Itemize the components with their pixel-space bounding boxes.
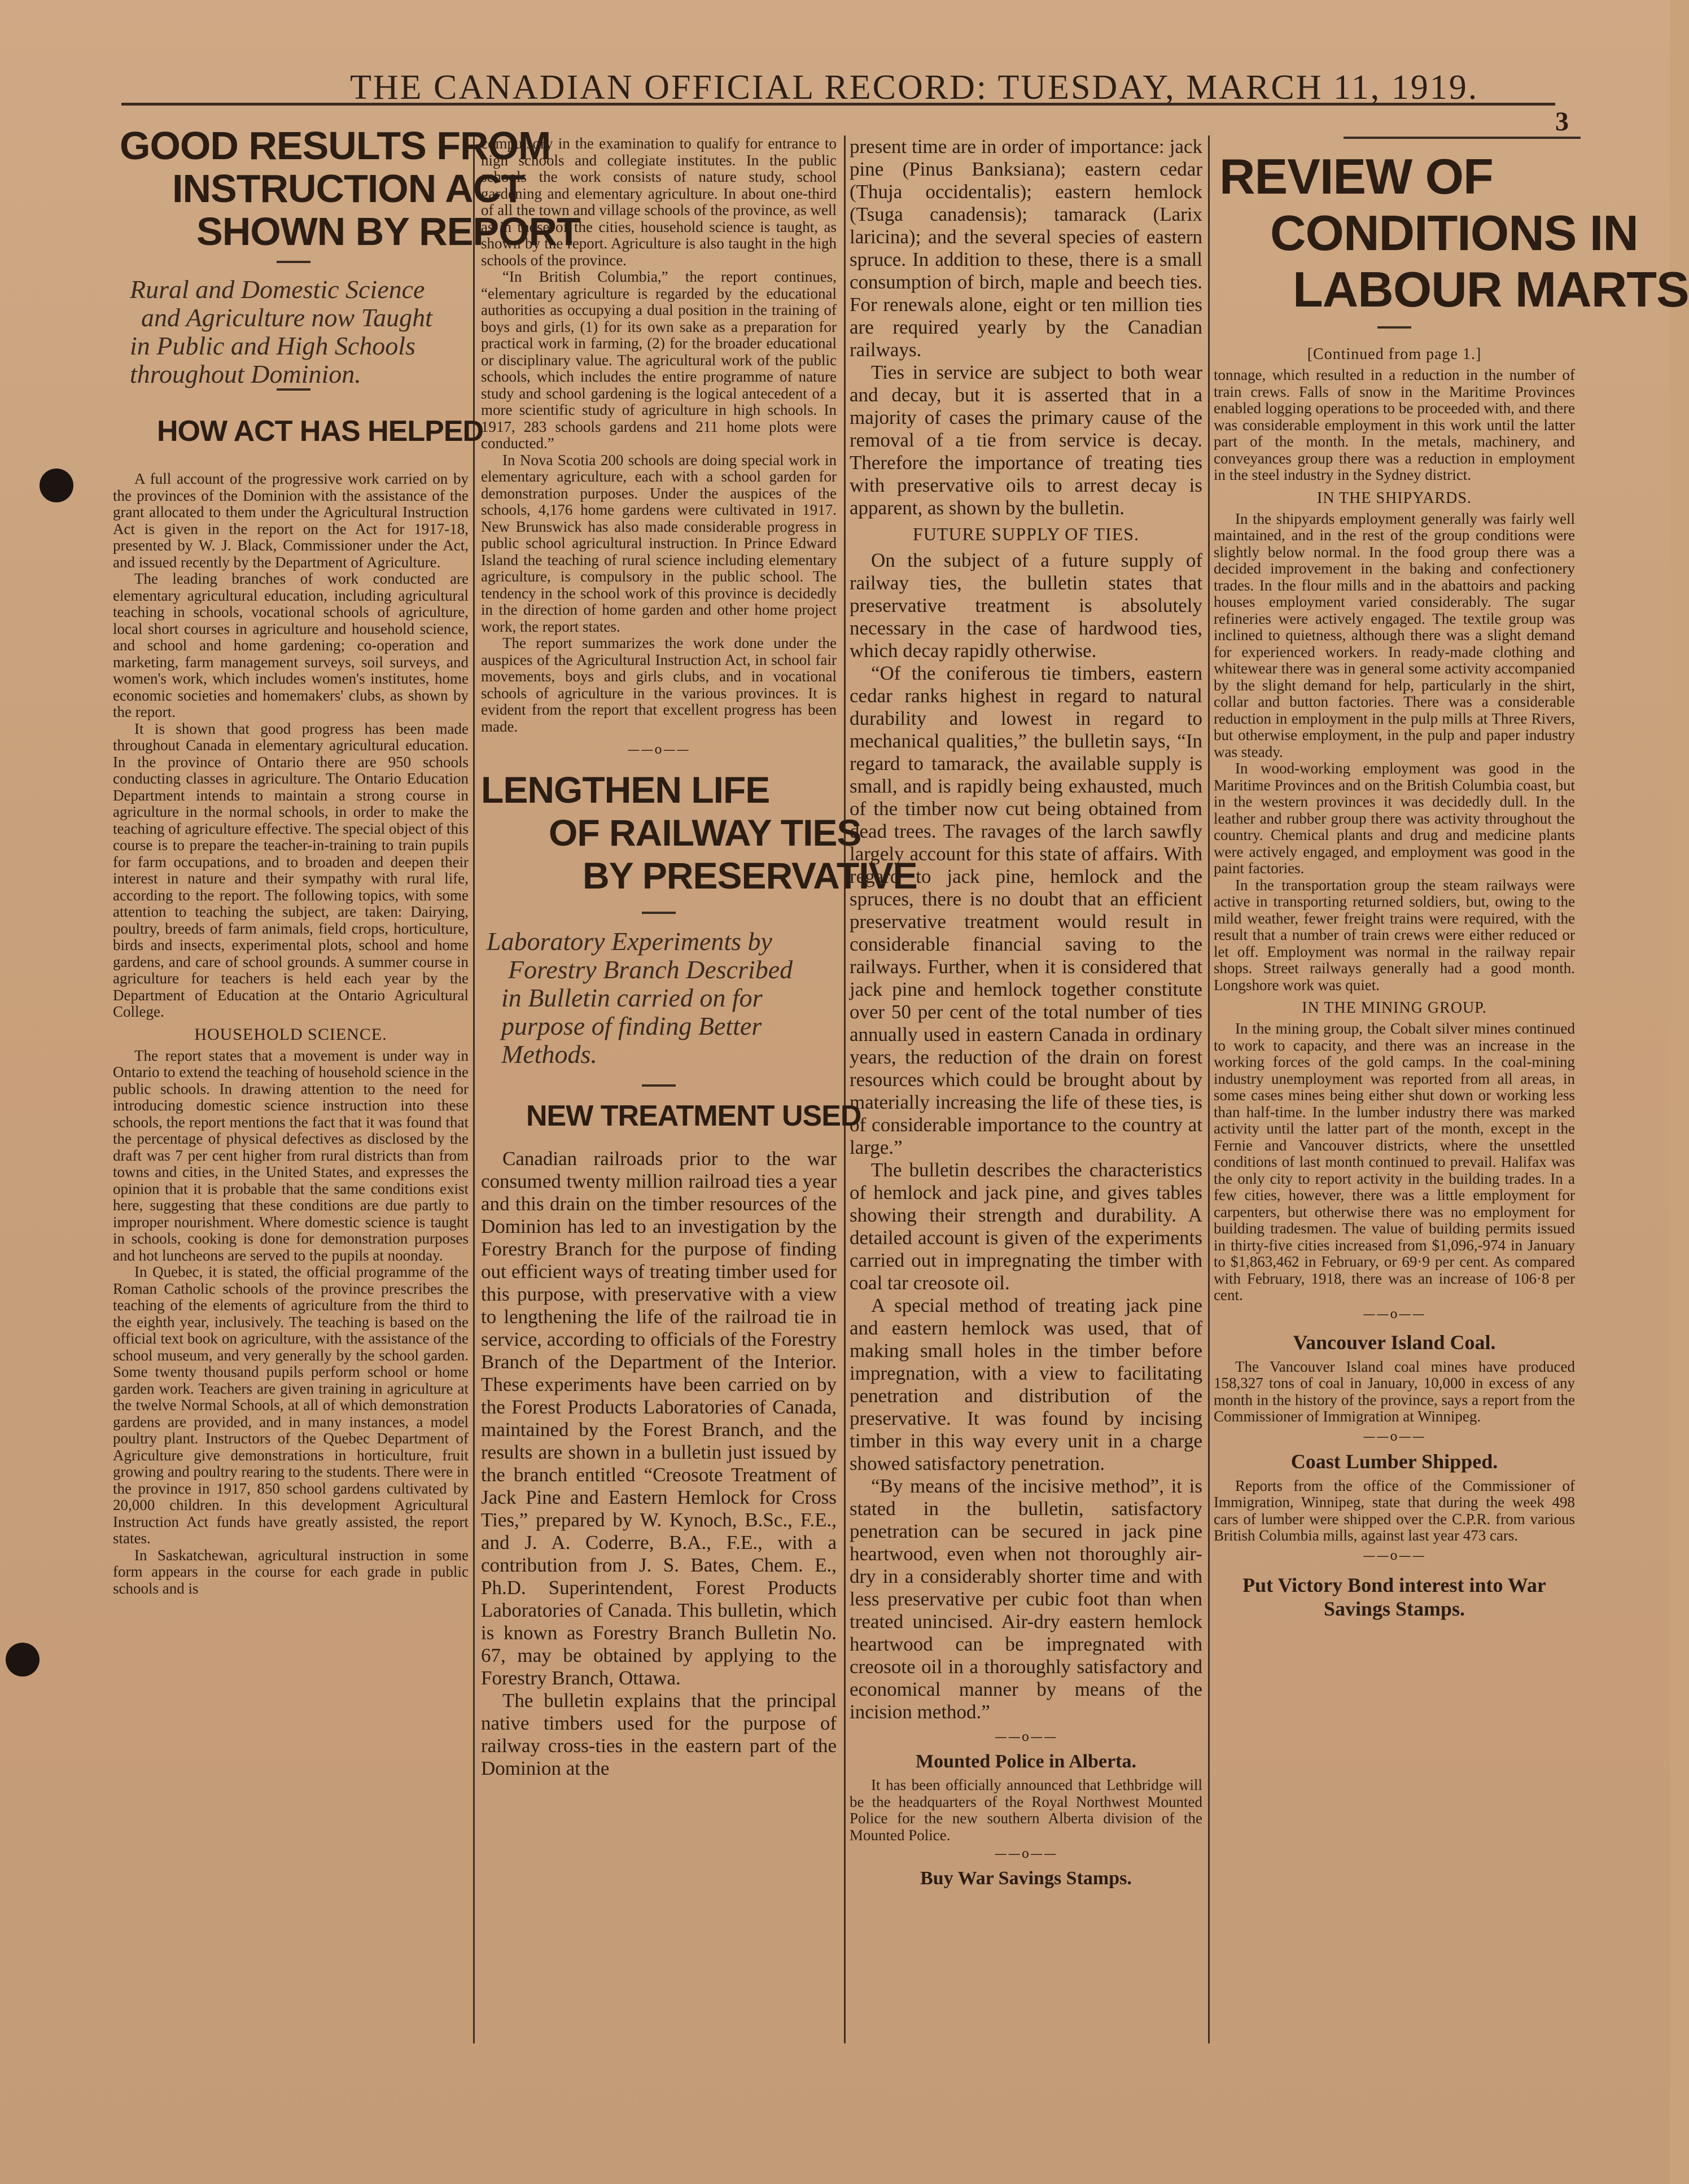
short-rule bbox=[642, 1084, 676, 1087]
column-4 bbox=[1214, 148, 1689, 2056]
masthead-rule bbox=[121, 103, 1555, 106]
paragraph: It is shown that good progress has been made throughout Canada in elementary agricultural education. In the province of Ontario there are 950 schools conducting classes in agriculture. The Ontario Education Department intends to maintain a strong course in agriculture in the normal schools, in order to make the teaching of agriculture effective. The special object of this course is to prepare the teacher-in-training to train pupils for farm occupations, and to broaden and deepen their interest in nature and their sympathy with rural life, according to the report. The following topics, with some attention to teaching the subject, are taken: Dairying, poultry, breeds of farm animals, field crops, horticulture, birds and insects, experimental plots, school and home gardens, and care of school grounds. A summer course in agriculture for teachers is held each year by the Department of Education at the Ontario Agricultural College. bbox=[113, 720, 469, 1020]
deck-line: purpose of finding Better bbox=[501, 1012, 762, 1040]
headline bbox=[481, 768, 917, 904]
paragraph: In the shipyards employment generally was fairly well maintained, and in the rest of the group conditions were slightly below normal. In the food group there was a decided improvement in the baking and confectionery trades. In the flour mills and in the abattoirs and packing houses employment varied considerably. The sugar refineries were actively engaged. The textile group was inclined to quietness, although there was a slight demand for experienced workers. In ready-made clothing and whitewear there was in general some activity accompanied by the slight demand for help, particularly in the shirt, collar and button factories. There was a considerable reduction in employment in the pulp mills at Three Rivers, but otherwise employment, in the pulp and paper industry was steady. bbox=[1214, 510, 1575, 760]
subheadline: HOW ACT HAS HELPED bbox=[157, 415, 484, 448]
separator: ——o—— bbox=[1363, 1429, 1426, 1444]
column-rule bbox=[844, 135, 846, 2043]
article-body bbox=[113, 1048, 469, 1597]
headline-line: GOOD RESULTS FROM bbox=[120, 124, 551, 168]
section-heading: FUTURE SUPPLY OF TIES. bbox=[912, 524, 1140, 544]
short-rule bbox=[277, 261, 310, 263]
paragraph: In the mining group, the Cobalt silver mines continued to work to capacity, and there was an increase in the working forces of the gold camps. In the coal-mining industry unemployment was reported from all areas, in some cases mines being either shut down or working less than half-time. In the lumber industry there was marked activity until the latter part of the month, except in the Fernie and Vancouver districts, where the unsettled conditions of last month continued to prevail. Halifax was the only city to report activity in the building trades. In a few cities, however, there was a little employment for carpenters, but otherwise there was no employment for building tradesmen. The value of building permits issued in thirty-five cities increased from $1,096,-974 in January to $1,863,462 in February, or 69·9 per cent. As compared with February, 1918, there was an increase of 106·8 per cent. bbox=[1214, 1020, 1575, 1303]
headline bbox=[113, 123, 580, 253]
deck-line: in Bulletin carried on for bbox=[501, 983, 763, 1012]
short-rule bbox=[277, 388, 310, 391]
headline-line: CONDITIONS IN bbox=[1270, 205, 1638, 261]
footer-slogan: Buy War Savings Stamps. bbox=[920, 1868, 1132, 1889]
paragraph: The Vancouver Island coal mines have produced 158,327 tons of coal in January, 10,000 in excess of any month in the history of the province, says a report from the Commissioner of Immigration at Winnipeg. bbox=[1214, 1358, 1575, 1425]
continued-note: [Continued from page 1.] bbox=[1307, 345, 1482, 363]
deck-line: Methods. bbox=[501, 1040, 597, 1069]
article-body bbox=[1214, 1359, 1575, 1425]
deck-line: Laboratory Experiments by bbox=[487, 927, 772, 956]
paragraph: A full account of the progressive work carried on by the provinces of the Dominion with the assistance of the grant allocated to them under the Agricultural Instruction Act is given in the report on the Act for 1917-18, presented by W. J. Black, Commissioner under the Act, and issued recently by the Department of Agriculture. bbox=[113, 470, 469, 571]
headline-line: OF RAILWAY TIES bbox=[549, 812, 861, 854]
article-body bbox=[850, 1777, 1202, 1844]
deck-line: throughout Dominion. bbox=[130, 360, 361, 388]
separator: ——o—— bbox=[994, 1730, 1058, 1744]
paragraph: The leading branches of work conducted are elementary agricultural education, including agricultural teaching in schools, vocational schools of agriculture, local short courses in agriculture and household science, and school and home gardening; co-operation and marketing, farm management surveys, soil surveys, and women's work, which includes women's institutes, home economic societies and homemakers' clubs, as shown by the report. bbox=[113, 570, 469, 720]
paragraph: “By means of the incisive method”, it is stated in the bulletin, satisfactory penetration can be secured in jack pine heartwood, even when not thoroughly air-dry in a considerably shorter time and with less preservative per cubic foot than when treated unincised. Air-dry eastern hemlock heartwood can be impregnated with creosote oil in a thoroughly satisfactory and economical manner by means of the incision method.” bbox=[850, 1475, 1202, 1723]
paragraph: A special method of treating jack pine and eastern hemlock was used, that of making small holes in the timber before impregnation, with a view to facilitating penetration and distribution of the preservative. It was found by incising timber in this way every unit in a charge showed satisfactory penetration. bbox=[850, 1294, 1202, 1474]
paragraph: In Saskatchewan, agricultural instruction in some form appears in the course for each grade in public schools and is bbox=[113, 1546, 469, 1597]
paragraph: In the transportation group the steam railways were active in transporting returned soldiers, but, owing to the mild weather, fewer freight trains were required, with the result that a number of train crews were either reduced or let off. Employment was normal in the railway repair shops. Street railways generally had a good month. Longshore work was quiet. bbox=[1214, 876, 1575, 993]
article-body bbox=[1214, 1021, 1575, 1304]
headline-line: BY PRESERVATIVE bbox=[583, 855, 917, 896]
short-rule bbox=[1377, 326, 1411, 329]
binding-hole bbox=[40, 469, 73, 502]
column-3 bbox=[850, 135, 1202, 2055]
deck bbox=[481, 927, 837, 1069]
article-body bbox=[481, 135, 837, 735]
paragraph: It has been officially announced that Lethbridge will be the headquarters of the Royal Northwest Mounted Police for the new southern Alberta division of the Mounted Police. bbox=[850, 1776, 1202, 1844]
paragraph: The report states that a movement is under way in Ontario to extend the teaching of household science in the public schools. In drawing attention to the need for introducing domestic science instruction into these schools, the report mentions the fact that it was found that the percentage of physical defectives as disclosed by the draft was 7 per cent higher from rural districts than from towns and cities, in the United States, and expresses the opinion that it is probable that the same conditions exist here, suggesting that these conditions are due partly to improper nourishment. Where domestic science is taught in schools, cooking is done for demonstration purposes and hot luncheons are served to the pupils at noonday. bbox=[113, 1047, 469, 1264]
article-body bbox=[481, 1148, 837, 1780]
paragraph: In wood-working employment was good in the Maritime Provinces and on the British Columbia coast, but in the western provinces it was decidedly dull. In the leather and rubber group there was activity throughout the country. Chemical plants and drug and medicine plants were actively engaged, and employment was good in the paint factories. bbox=[1214, 760, 1575, 877]
headline-line: REVIEW OF bbox=[1219, 148, 1493, 204]
section-heading: Mounted Police in Alberta. bbox=[916, 1751, 1136, 1772]
paragraph: The bulletin explains that the principal native timbers used for the purpose of railway cross-ties in the eastern part of the Dominion at the bbox=[481, 1690, 837, 1779]
column-rule bbox=[1208, 135, 1210, 2043]
headline-line: INSTRUCTION ACT bbox=[172, 167, 525, 211]
deck-line: Rural and Domestic Science bbox=[130, 275, 425, 304]
article-body bbox=[1214, 511, 1575, 994]
section-heading: Vancouver Island Coal. bbox=[1293, 1330, 1496, 1354]
section-heading: IN THE SHIPYARDS. bbox=[1317, 489, 1472, 507]
section-heading: HOUSEHOLD SCIENCE. bbox=[194, 1025, 387, 1044]
section-heading: Coast Lumber Shipped. bbox=[1290, 1450, 1498, 1473]
deck-line: and Agriculture now Taught bbox=[141, 303, 432, 332]
paragraph: On the subject of a future supply of railway ties, the bulletin states that preservative treatment is absolutely necessary in the case of hardwood ties, which decay rapidly otherwise. bbox=[850, 549, 1202, 662]
separator: ——o—— bbox=[1363, 1307, 1426, 1321]
headline-line: SHOWN BY REPORT bbox=[196, 209, 580, 253]
section-heading: IN THE MINING GROUP. bbox=[1302, 999, 1487, 1017]
paragraph: tonnage, which resulted in a reduction in the number of train crews. Falls of snow in the Maritime Provinces enabled logging operations to be proceeded with, and there was considerable employment in this work until the latter part of the month. In the metals, machinery, and conveyances group there was a reduction in employment in the steel industry in the Sydney district. bbox=[1214, 366, 1575, 483]
article-body bbox=[850, 135, 1202, 519]
paragraph: The report summarizes the work done under the auspices of the Agricultural Instruction Act, in school fair movements, boys and girls clubs, and in vocational schools of agriculture in the various provinces. It is evident from the report that excellent progress has been made. bbox=[481, 634, 837, 735]
masthead-rule-right bbox=[1344, 137, 1581, 139]
paragraph: compulsory in the examination to qualify for entrance to high schools and collegiate institutes. In the public schools the work consists of nature study, school gardening and elementary agriculture. In about one-third of all the town and village schools of the province, as well as in those of the cities, household science is taught, as shown by the report. Agriculture is also taught in the high schools of the province. bbox=[481, 135, 837, 269]
subheadline: NEW TREATMENT USED bbox=[526, 1100, 861, 1132]
paragraph: “In British Columbia,” the report continues, “elementary agriculture is regarded by the educational authorities as occupying a dual position in the training of boys and girls, (1) for its own sake as a preparation for practical work in farming, (2) for the broader educational or disciplinary value. The agricultural work of the public schools, which includes the entire programme of nature study and school gardening is the logical antecedent of a more scientific study of agriculture in high schools. In 1917, 283 schools gardens and 211 home plots were conducted.” bbox=[481, 268, 837, 452]
paragraph: Ties in service are subject to both wear and decay, but it is asserted that in a majority of cases the primary cause of the removal of a tie from service is decay. Therefore the importance of treating ties with preservative oils to arrest decay is apparent, as shown by the bulletin. bbox=[850, 361, 1202, 519]
separator: ——o—— bbox=[627, 743, 690, 757]
separator: ——o—— bbox=[1363, 1548, 1426, 1563]
short-rule bbox=[642, 912, 676, 914]
masthead: THE CANADIAN OFFICIAL RECORD: TUESDAY, MARCH 11, 1919. bbox=[350, 68, 1479, 107]
column-2 bbox=[481, 135, 917, 2055]
headline bbox=[1214, 148, 1689, 317]
paragraph: present time are in order of importance: jack pine (Pinus Banksiana); eastern cedar (Thuja occidentalis); eastern hemlock (Tsuga canadensis); tamarack (Larix laricina); and the several species of eastern spruce. In addition to these, there is a small consumption of birch, maple and beech ties. For renewals alone, eight or ten million ties are required yearly by the Canadian railways. bbox=[850, 135, 1202, 361]
deck-line: in Public and High Schools bbox=[130, 331, 415, 360]
paragraph: “Of the coniferous tie timbers, eastern cedar ranks highest in regard to natural durability and lowest in regard to mechanical qualities,” the bulletin says, “In regard to tamarack, the available supply is small, and is rapidly being exhausted, much of the timber now cut being obtained from dead trees. The ravages of the larch sawfly largely account for this state of affairs. With regard to jack pine, hemlock and the spruces, there is no doubt that an efficient preservative treatment would result in considerable financial saving to the railways. Further, when it is considered that jack pine and hemlock together constitute over 50 per cent of the total number of ties annually used in eastern Canada in ordinary years, the reduction of the drain on forest resources which could be brought about by materially increasing the life of these ties, is of considerable importance to the country at large.” bbox=[850, 662, 1202, 1158]
article-body bbox=[850, 549, 1202, 1723]
footer-slogan: Put Victory Bond interest into War Savings Stamps. bbox=[1242, 1573, 1546, 1620]
article-body bbox=[113, 471, 469, 1021]
binding-hole bbox=[6, 1643, 40, 1677]
paragraph: Reports from the office of the Commissioner of Immigration, Winnipeg, state that during the week 498 cars of lumber were shipped over the C.P.R. from various British Columbia mills, against last year 473 cars. bbox=[1214, 1477, 1575, 1544]
deck-line: Forestry Branch Described bbox=[508, 955, 793, 984]
article-body bbox=[1214, 367, 1575, 484]
headline-line: LENGTHEN LIFE bbox=[481, 769, 770, 811]
article-body bbox=[1214, 1478, 1575, 1544]
deck bbox=[113, 275, 469, 388]
paragraph: In Nova Scotia 200 schools are doing special work in elementary agriculture, each with a school garden for demonstration purposes. Under the auspices of the schools, 4,176 home gardens were cultivated in 1917. New Brunswick has also made considerable progress in public school agricultural instruction. In Prince Edward Island the teaching of rural science including elementary agriculture, is compulsory in the public school. The tendency in the school work of this province is decidedly in the direction of home garden and other home project work, the report states. bbox=[481, 451, 837, 635]
page-number: 3 bbox=[1555, 107, 1569, 137]
paragraph: The bulletin describes the characteristics of hemlock and jack pine, and gives tables showing their strength and durability. A detailed account is given of the experiments carried out in impregnating the timber with coal tar creosote oil. bbox=[850, 1159, 1202, 1294]
separator: ——o—— bbox=[994, 1847, 1058, 1861]
paragraph: In Quebec, it is stated, the official programme of the Roman Catholic schools of the province prescribes the teaching of the elements of agriculture from the third to the eighth year, inclusively. The teaching is based on the official text book on agriculture, with the assistance of the school museum, and very generally by the school garden. Some twenty thousand pupils perform school or home garden work. Teachers are given training in agriculture at the twelve Normal Schools, at all of which demonstration gardens are provided, and in many instances, a model poultry plant. Instructors of the Quebec Department of Agriculture give demonstrations in horticulture, fruit growing and poultry rearing to the students. There were in the province in 1917, 850 school gardens cultivated by 20,000 children. In this development Agricultural Instruction Act funds have greatly assisted, the report states. bbox=[113, 1263, 469, 1547]
headline-line: LABOUR MARTS bbox=[1293, 261, 1689, 317]
paragraph: Canadian railroads prior to the war consumed twenty million railroad ties a year and this drain on the timber resources of the Dominion has led to an investigation by the Forestry Branch for the purpose of finding out efficient ways of treating timber used for this purpose, with preservative with a view to lengthening the life of the railroad tie in service, according to officials of the Forestry Branch of the Department of the Interior. These experiments have been carried on by the Forest Products Laboratories of Canada, maintained by the Forest Branch, and the results are shown in a bulletin just issued by the branch entitled “Creosote Treatment of Jack Pine and Eastern Hemlock for Cross Ties,” prepared by W. Kynoch, B.Sc., F.E., and J. A. Coderre, B.A., F.E., with a contribution from J. S. Bates, Chem. E., Ph.D. Superintendent, Forest Products Laboratories of Canada. This bulletin, which is known as Forestry Branch Bulletin No. 67, may be obtained by applying to the Forestry Branch, Ottawa. bbox=[481, 1148, 837, 1689]
